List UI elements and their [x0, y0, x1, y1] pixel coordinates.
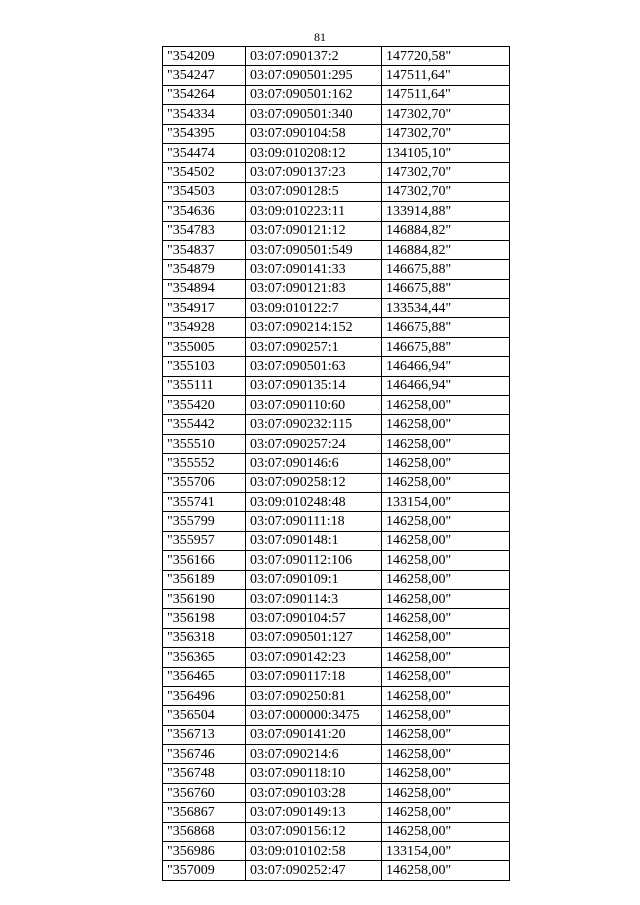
amount-cell: 147302,70"	[382, 163, 510, 182]
data-table	[162, 46, 510, 881]
row-id-cell: "354879	[163, 260, 246, 279]
amount-cell: 146466,94"	[382, 357, 510, 376]
cadastral-number-cell: 03:09:010248:48	[246, 492, 382, 511]
row-id-cell: "356867	[163, 803, 246, 822]
row-id-cell: "356760	[163, 783, 246, 802]
table-row	[163, 628, 510, 647]
table-row	[163, 124, 510, 143]
amount-cell: 146258,00"	[382, 822, 510, 841]
row-id-cell: "356465	[163, 667, 246, 686]
cadastral-number-cell: 03:07:090146:6	[246, 454, 382, 473]
table-row	[163, 648, 510, 667]
cadastral-number-cell: 03:07:090232:115	[246, 415, 382, 434]
table-row	[163, 376, 510, 395]
cadastral-number-cell: 03:07:090142:23	[246, 648, 382, 667]
table-row	[163, 357, 510, 376]
table-row	[163, 570, 510, 589]
row-id-cell: "355420	[163, 396, 246, 415]
table-row	[163, 240, 510, 259]
cadastral-number-cell: 03:07:090137:23	[246, 163, 382, 182]
table-row	[163, 396, 510, 415]
cadastral-number-cell: 03:07:090135:14	[246, 376, 382, 395]
table-row	[163, 66, 510, 85]
amount-cell: 147302,70"	[382, 105, 510, 124]
table-row	[163, 202, 510, 221]
row-id-cell: "354395	[163, 124, 246, 143]
row-id-cell: "356986	[163, 842, 246, 861]
amount-cell: 146258,00"	[382, 551, 510, 570]
amount-cell: 146258,00"	[382, 396, 510, 415]
row-id-cell: "356318	[163, 628, 246, 647]
table-row	[163, 861, 510, 880]
row-id-cell: "354247	[163, 66, 246, 85]
amount-cell: 146675,88"	[382, 337, 510, 356]
cadastral-number-cell: 03:07:090104:57	[246, 609, 382, 628]
table-row	[163, 725, 510, 744]
row-id-cell: "354636	[163, 202, 246, 221]
amount-cell: 147511,64"	[382, 85, 510, 104]
table-row	[163, 745, 510, 764]
table-row	[163, 454, 510, 473]
amount-cell: 133914,88"	[382, 202, 510, 221]
row-id-cell: "356713	[163, 725, 246, 744]
table-row	[163, 434, 510, 453]
table-row	[163, 221, 510, 240]
row-id-cell: "355957	[163, 531, 246, 550]
cadastral-number-cell: 03:07:090214:152	[246, 318, 382, 337]
row-id-cell: "355510	[163, 434, 246, 453]
table-body	[163, 47, 510, 881]
table-row	[163, 105, 510, 124]
row-id-cell: "356746	[163, 745, 246, 764]
row-id-cell: "355442	[163, 415, 246, 434]
cadastral-number-cell: 03:07:090117:18	[246, 667, 382, 686]
table-row	[163, 512, 510, 531]
table-row	[163, 609, 510, 628]
cadastral-number-cell: 03:07:090112:106	[246, 551, 382, 570]
row-id-cell: "355111	[163, 376, 246, 395]
cadastral-number-cell: 03:07:090128:5	[246, 182, 382, 201]
amount-cell: 146258,00"	[382, 783, 510, 802]
row-id-cell: "354264	[163, 85, 246, 104]
row-id-cell: "354894	[163, 279, 246, 298]
table-row	[163, 47, 510, 66]
cadastral-number-cell: 03:07:090111:18	[246, 512, 382, 531]
amount-cell: 146258,00"	[382, 415, 510, 434]
amount-cell: 146675,88"	[382, 318, 510, 337]
page-number: 81	[314, 30, 326, 44]
amount-cell: 146258,00"	[382, 803, 510, 822]
table-row	[163, 473, 510, 492]
row-id-cell: "355706	[163, 473, 246, 492]
cadastral-number-cell: 03:07:090110:60	[246, 396, 382, 415]
table-row	[163, 706, 510, 725]
cadastral-number-cell: 03:09:010208:12	[246, 143, 382, 162]
amount-cell: 146258,00"	[382, 531, 510, 550]
table-row	[163, 415, 510, 434]
amount-cell: 146258,00"	[382, 434, 510, 453]
table-row	[163, 85, 510, 104]
amount-cell: 146258,00"	[382, 745, 510, 764]
amount-cell: 147720,58"	[382, 47, 510, 66]
amount-cell: 146258,00"	[382, 589, 510, 608]
cadastral-number-cell: 03:07:090137:2	[246, 47, 382, 66]
table-row	[163, 279, 510, 298]
cadastral-number-cell: 03:07:000000:3475	[246, 706, 382, 725]
cadastral-number-cell: 03:07:090109:1	[246, 570, 382, 589]
cadastral-number-cell: 03:07:090149:13	[246, 803, 382, 822]
cadastral-number-cell: 03:09:010122:7	[246, 299, 382, 318]
amount-cell: 133534,44"	[382, 299, 510, 318]
table-row	[163, 842, 510, 861]
row-id-cell: "356365	[163, 648, 246, 667]
row-id-cell: "354334	[163, 105, 246, 124]
cadastral-number-cell: 03:09:010223:11	[246, 202, 382, 221]
amount-cell: 146258,00"	[382, 454, 510, 473]
amount-cell: 146258,00"	[382, 706, 510, 725]
amount-cell: 146258,00"	[382, 686, 510, 705]
row-id-cell: "354502	[163, 163, 246, 182]
amount-cell: 146258,00"	[382, 609, 510, 628]
amount-cell: 146466,94"	[382, 376, 510, 395]
cadastral-number-cell: 03:07:090141:33	[246, 260, 382, 279]
row-id-cell: "354474	[163, 143, 246, 162]
amount-cell: 146258,00"	[382, 648, 510, 667]
row-id-cell: "356504	[163, 706, 246, 725]
table-row	[163, 182, 510, 201]
row-id-cell: "355552	[163, 454, 246, 473]
amount-cell: 146258,00"	[382, 725, 510, 744]
row-id-cell: "354837	[163, 240, 246, 259]
cadastral-number-cell: 03:07:090501:340	[246, 105, 382, 124]
amount-cell: 134105,10"	[382, 143, 510, 162]
cadastral-number-cell: 03:09:010102:58	[246, 842, 382, 861]
cadastral-number-cell: 03:07:090257:1	[246, 337, 382, 356]
table-row	[163, 163, 510, 182]
row-id-cell: "355005	[163, 337, 246, 356]
table-row	[163, 492, 510, 511]
cadastral-number-cell: 03:07:090148:1	[246, 531, 382, 550]
cadastral-number-cell: 03:07:090118:10	[246, 764, 382, 783]
table-row	[163, 551, 510, 570]
amount-cell: 146884,82"	[382, 240, 510, 259]
row-id-cell: "354928	[163, 318, 246, 337]
table-row	[163, 822, 510, 841]
cadastral-number-cell: 03:07:090501:127	[246, 628, 382, 647]
amount-cell: 133154,00"	[382, 492, 510, 511]
cadastral-number-cell: 03:07:090258:12	[246, 473, 382, 492]
cadastral-number-cell: 03:07:090156:12	[246, 822, 382, 841]
table-row	[163, 589, 510, 608]
amount-cell: 147511,64"	[382, 66, 510, 85]
cadastral-number-cell: 03:07:090501:162	[246, 85, 382, 104]
cadastral-number-cell: 03:07:090114:3	[246, 589, 382, 608]
row-id-cell: "355799	[163, 512, 246, 531]
row-id-cell: "356189	[163, 570, 246, 589]
row-id-cell: "354783	[163, 221, 246, 240]
cadastral-number-cell: 03:07:090141:20	[246, 725, 382, 744]
amount-cell: 146258,00"	[382, 667, 510, 686]
cadastral-number-cell: 03:07:090103:28	[246, 783, 382, 802]
table-row	[163, 667, 510, 686]
cadastral-number-cell: 03:07:090214:6	[246, 745, 382, 764]
amount-cell: 146258,00"	[382, 764, 510, 783]
table-row	[163, 803, 510, 822]
cadastral-number-cell: 03:07:090501:295	[246, 66, 382, 85]
row-id-cell: "356748	[163, 764, 246, 783]
row-id-cell: "355741	[163, 492, 246, 511]
row-id-cell: "356190	[163, 589, 246, 608]
table-row	[163, 686, 510, 705]
row-id-cell: "356198	[163, 609, 246, 628]
table-row	[163, 531, 510, 550]
table-row	[163, 783, 510, 802]
table-row	[163, 260, 510, 279]
row-id-cell: "356496	[163, 686, 246, 705]
amount-cell: 146258,00"	[382, 512, 510, 531]
amount-cell: 146258,00"	[382, 861, 510, 880]
amount-cell: 146675,88"	[382, 279, 510, 298]
table-row	[163, 337, 510, 356]
row-id-cell: "357009	[163, 861, 246, 880]
row-id-cell: "354503	[163, 182, 246, 201]
row-id-cell: "356868	[163, 822, 246, 841]
amount-cell: 146258,00"	[382, 570, 510, 589]
cadastral-number-cell: 03:07:090121:12	[246, 221, 382, 240]
amount-cell: 146675,88"	[382, 260, 510, 279]
cadastral-number-cell: 03:07:090501:549	[246, 240, 382, 259]
amount-cell: 133154,00"	[382, 842, 510, 861]
row-id-cell: "354917	[163, 299, 246, 318]
amount-cell: 147302,70"	[382, 124, 510, 143]
cadastral-number-cell: 03:07:090501:63	[246, 357, 382, 376]
cadastral-number-cell: 03:07:090252:47	[246, 861, 382, 880]
cadastral-number-cell: 03:07:090250:81	[246, 686, 382, 705]
table-row	[163, 299, 510, 318]
row-id-cell: "355103	[163, 357, 246, 376]
amount-cell: 147302,70"	[382, 182, 510, 201]
amount-cell: 146258,00"	[382, 628, 510, 647]
table-row	[163, 764, 510, 783]
cadastral-number-cell: 03:07:090121:83	[246, 279, 382, 298]
row-id-cell: "354209	[163, 47, 246, 66]
amount-cell: 146258,00"	[382, 473, 510, 492]
amount-cell: 146884,82"	[382, 221, 510, 240]
cadastral-number-cell: 03:07:090104:58	[246, 124, 382, 143]
table-row	[163, 143, 510, 162]
row-id-cell: "356166	[163, 551, 246, 570]
table-row	[163, 318, 510, 337]
cadastral-number-cell: 03:07:090257:24	[246, 434, 382, 453]
